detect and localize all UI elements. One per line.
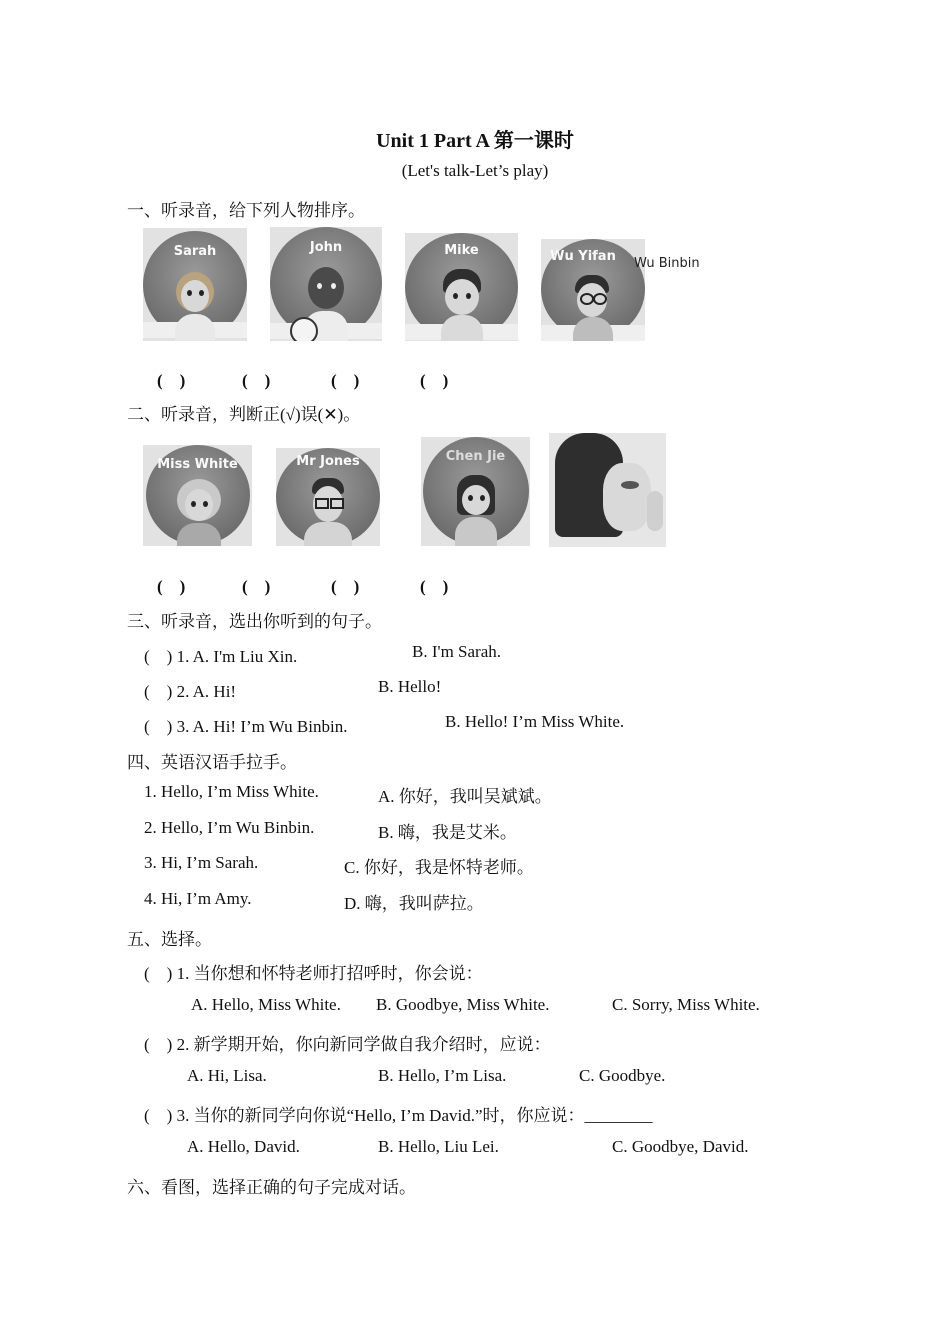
sarah-name-label: Sarah xyxy=(173,244,217,259)
john-name-label: John xyxy=(309,240,343,255)
match-right-item: C. 你好，我是怀特老师。 xyxy=(344,858,534,877)
option-a: A. Hi, Lisa. xyxy=(187,1066,267,1085)
option-a: A. Hello, David. xyxy=(187,1137,300,1156)
wu-yifan-image xyxy=(541,239,645,341)
girl-closeup-image xyxy=(549,433,666,547)
chen-jie-image xyxy=(421,437,530,546)
option-c: C. Goodbye. xyxy=(579,1066,666,1085)
match-right-item: A. 你好，我叫吴斌斌。 xyxy=(378,787,552,806)
answer-blank[interactable]: ( ) xyxy=(331,577,360,596)
match-left-item: 2. Hello, I’m Wu Binbin. xyxy=(144,818,315,837)
option-a: A. Hello, Miss White. xyxy=(191,995,341,1014)
option-b: B. Hello, I’m Lisa. xyxy=(378,1066,507,1085)
answer-blank[interactable]: ( ) xyxy=(242,577,271,596)
match-right-item: B. 嗨，我是艾米。 xyxy=(378,823,517,842)
question-text: ( ) 2. 新学期开始，你向新同学做自我介绍时，应说： xyxy=(144,1035,551,1054)
section5-heading: 五、选择。 xyxy=(127,930,212,949)
john-image xyxy=(270,227,382,341)
answer-blank[interactable]: ( ) xyxy=(331,371,360,390)
mike-name-label: Mike xyxy=(444,243,479,258)
answer-blank[interactable]: ( ) xyxy=(157,577,186,596)
mike-image xyxy=(405,233,518,341)
option-b: B. Hello! I’m Miss White. xyxy=(445,712,625,731)
option-b: B. Goodbye, Miss White. xyxy=(376,995,550,1014)
option-b: B. Hello, Liu Lei. xyxy=(378,1137,499,1156)
option-b: B. I'm Sarah. xyxy=(412,642,501,661)
miss-white-image xyxy=(143,445,252,546)
section4-heading: 四、英语汉语手拉手。 xyxy=(127,753,297,772)
mr-jones-name-label: Mr Jones xyxy=(296,454,360,469)
page-subtitle: (Let's talk-Let’s play) xyxy=(401,161,549,180)
option-b: B. Hello! xyxy=(378,677,442,696)
section2-heading: 二、听录音，判断正(√)误(✕)。 xyxy=(127,405,361,424)
question-text: ( ) 2. A. Hi! xyxy=(144,682,237,701)
chen-jie-name-label: Chen Jie xyxy=(445,449,506,464)
question-text: ( ) 1. 当你想和怀特老师打招呼时，你会说： xyxy=(144,964,483,983)
answer-blank[interactable]: ( ) xyxy=(420,577,449,596)
question-text: ( ) 3. 当你的新同学向你说“Hello, I’m David.”时，你应说：________ xyxy=(144,1106,653,1125)
section3-heading: 三、听录音，选出你听到的句子。 xyxy=(127,612,382,631)
page-title: Unit 1 Part A 第一课时 xyxy=(376,130,574,152)
answer-blank[interactable]: ( ) xyxy=(242,371,271,390)
match-right-item: D. 嗨，我叫萨拉。 xyxy=(344,894,484,913)
wu-yifan-name-label: Wu Yifan xyxy=(550,249,616,264)
option-c: C. Goodbye, David. xyxy=(612,1137,749,1156)
option-c: C. Sorry, Miss White. xyxy=(612,995,760,1014)
mr-jones-image xyxy=(276,448,380,546)
match-left-item: 4. Hi, I’m Amy. xyxy=(144,889,252,908)
match-left-item: 1. Hello, I’m Miss White. xyxy=(144,782,319,801)
wu-binbin-label: Wu Binbin xyxy=(634,256,700,271)
miss-white-name-label: Miss White xyxy=(157,457,238,472)
answer-blank[interactable]: ( ) xyxy=(157,371,186,390)
section6-heading: 六、看图，选择正确的句子完成对话。 xyxy=(127,1178,416,1197)
question-text: ( ) 1. A. I'm Liu Xin. xyxy=(144,647,298,666)
question-text: ( ) 3. A. Hi! I’m Wu Binbin. xyxy=(144,717,348,736)
answer-blank[interactable]: ( ) xyxy=(420,371,449,390)
section1-heading: 一、听录音，给下列人物排序。 xyxy=(127,201,365,220)
match-left-item: 3. Hi, I’m Sarah. xyxy=(144,853,259,872)
sarah-image xyxy=(143,228,247,341)
